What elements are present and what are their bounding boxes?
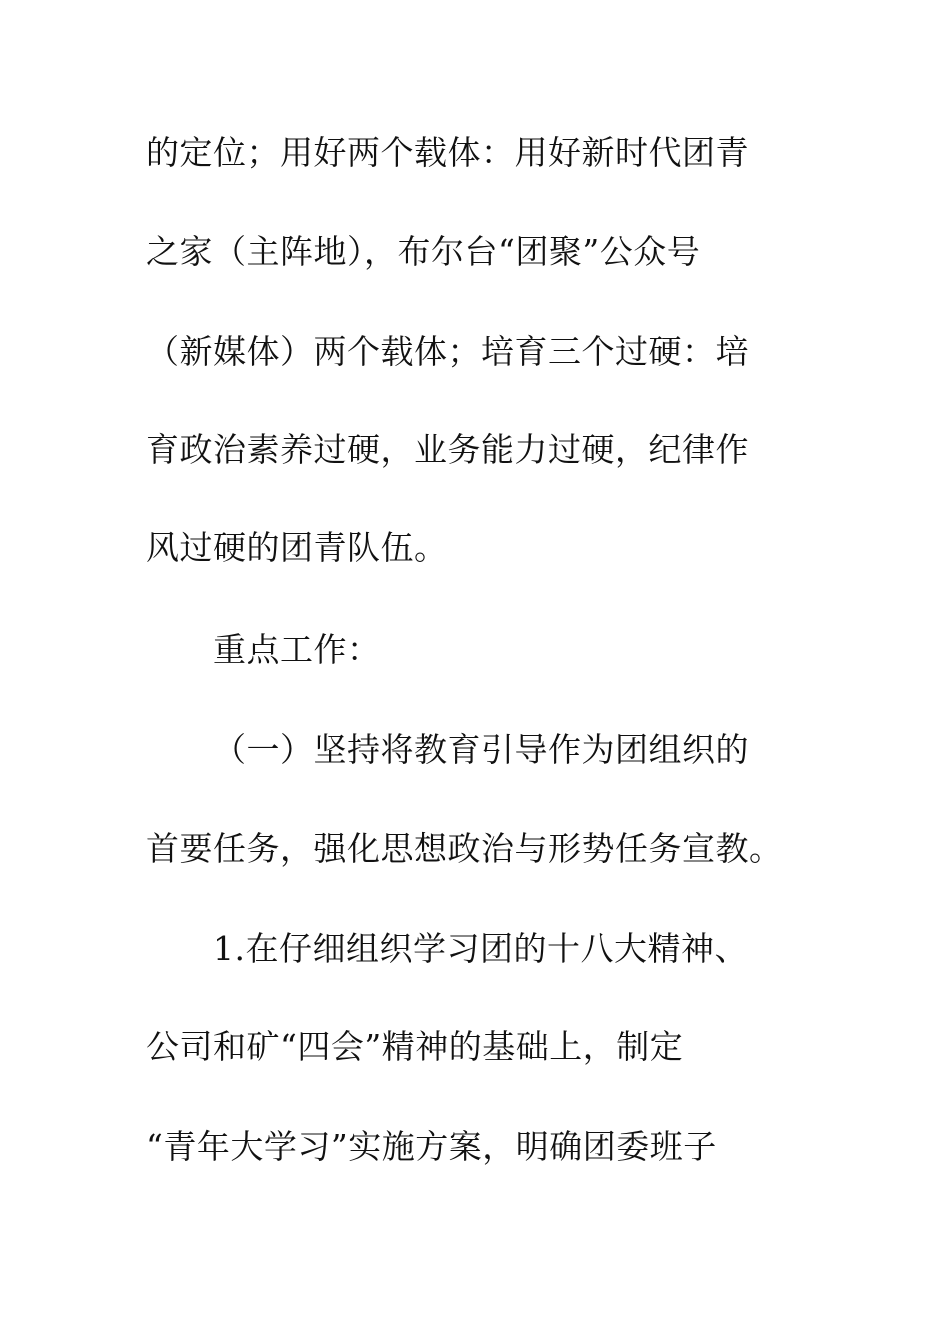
text-line-3: （新媒体）两个载体；培育三个过硬：培 [146,332,749,371]
text-line-5: 风过硬的团青队伍。 [146,528,448,567]
text-line-9: 1.在仔细组织学习团的十八大精神、 [213,929,748,968]
text-line-7: （一）坚持将教育引导作为团组织的 [213,730,749,769]
section-heading: 重点工作： [213,630,381,669]
text-line-8: 首要任务，强化思想政治与形势任务宣教。 [146,829,783,868]
text-line-2: 之家（主阵地），布尔台“团聚”公众号 [146,232,701,271]
text-line-1: 的定位；用好两个载体：用好新时代团青 [146,133,749,172]
text-line-10: 公司和矿“四会”精神的基础上，制定 [146,1027,684,1066]
text-line-11: “青年大学习”实施方案，明确团委班子 [146,1127,717,1166]
text-line-4: 育政治素养过硬，业务能力过硬，纪律作 [146,430,749,469]
